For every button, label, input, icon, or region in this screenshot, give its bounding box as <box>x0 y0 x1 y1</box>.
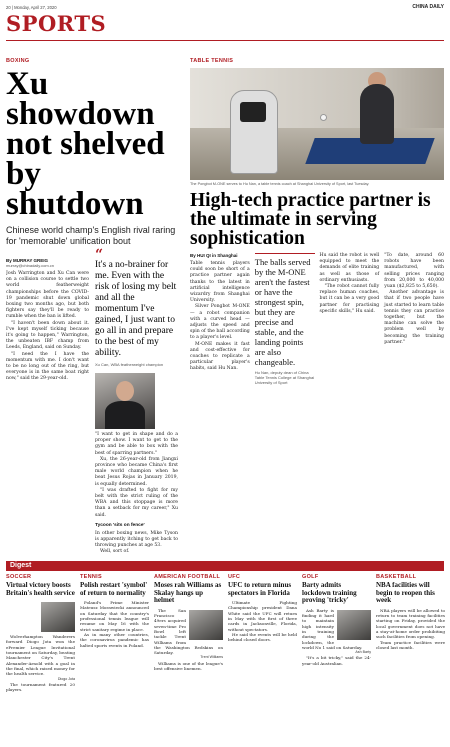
digest-kicker: SOCCER <box>6 574 32 580</box>
digest-body <box>80 600 149 648</box>
paragraph: Well, sort of. <box>100 549 130 555</box>
digest-headline: Polish restart 'symbol' of return to normality <box>80 581 148 597</box>
story-body <box>6 271 89 383</box>
digest-body <box>302 608 371 666</box>
paragraph: "I need the I have the momentum with me. I don't want to be no long out of the ring, but everyone is in the same boat right now," said the 29-year-old. <box>6 351 89 382</box>
quote-attribution: Hu Nan, deputy dean of China Table Tennis College at Shanghai University of Sport <box>254 370 315 385</box>
digest-headline: Virtual victory boosts Britain's health service <box>6 581 75 597</box>
boxing-story <box>6 58 178 558</box>
paragraph: Team practice facilities were closed last month. <box>376 639 445 650</box>
digest-item <box>376 574 445 744</box>
digest-item <box>154 574 223 744</box>
digest-body <box>154 608 223 672</box>
paragraph: "I haven't been down about it. I've kept myself ticking because it's going to happen," Warrington, the unbeaten IBF champ from Leeds, England, said on Sunday. <box>6 320 89 351</box>
page-meta: 20 | Monday, April 27, 2020 <box>6 5 57 10</box>
digest-headline: NBA facilities will begin to reopen this week <box>376 581 435 605</box>
header-divider <box>6 40 444 41</box>
paragraph: NBA players will be allowed to return to team training facilities starting on Friday, provided the local government does not have a stay-at-home order prohibiting such facilities from opening. <box>376 607 445 640</box>
digest-body <box>6 600 75 692</box>
story-dek: Chinese world champ's English rival raring for 'memorable' unification bout <box>6 225 176 246</box>
digest-body <box>376 608 445 650</box>
paragraph: "I want to get in shape and do a proper show. I want to get to the gym and be able to box with the best of sparring partners." <box>95 432 178 456</box>
digest-headline: UFC to return minus spectators in Florida <box>228 581 292 597</box>
paragraph: Ultimate Fighting Championship president Dana White said the UFC will return in May with the first of three cards in Jacksonville, Florida, without spectators. <box>228 600 297 632</box>
story-body-continued <box>384 253 444 346</box>
story-headline: Xu showdown not shelved by shutdown <box>6 66 165 222</box>
photo-caption: Ash Barty <box>355 650 371 655</box>
paragraph: Poland's Prime Minister Mateusz Morawiecki announced on Saturday that the country's professional tennis league will resume on May 16 with the strict sanitary regime in place. <box>80 600 149 632</box>
digest-item <box>228 574 297 744</box>
ash-barty-photo <box>337 610 371 640</box>
paragraph: The San Francisco 49ers acquired seven-time Pro Bowl left tackle Trent Williams from the Washington Redskins on Saturday. <box>154 607 223 656</box>
digest-item <box>6 574 75 744</box>
digest-kicker: GOLF <box>302 574 319 580</box>
xu-can-photo <box>95 373 155 429</box>
page-header <box>0 0 450 40</box>
paragraph: Another advantage is that if two people have just started to learn table tennis they can practice together, but the machine can solve the problem well by becoming the training partner." <box>384 290 444 345</box>
paragraph: In other boxing news, Mike Tyson is apparently itching to get back to throwing punches at age 53. <box>95 530 178 549</box>
digest-headline: Moses rah Williams as Skalay hangs up helmet <box>154 581 222 605</box>
digest-kicker: TENNIS <box>80 574 102 580</box>
paragraph: The tournament featured 20 players. <box>6 681 75 693</box>
quote-attribution: Xu Can, WBA featherweight champion <box>95 362 164 367</box>
section-title: SPORTS <box>6 11 107 36</box>
story-body-continued <box>95 432 178 519</box>
paragraph: Josh Warrington and Xu Can were on a collision course to settle two world featherweight championships before the COVID-19 pandemic shut down global boxing two months ago, but both fighters say they'll be ready to rumble when the ban is lifted. <box>6 271 89 320</box>
table-tennis-story <box>190 58 444 558</box>
quote-mark-icon: “ <box>95 247 104 263</box>
story-kicker: BOXING <box>6 58 30 64</box>
paragraph: As in many other countries, the coronavirus pandemic has halted sports events in Poland. <box>80 631 149 648</box>
paragraph: Silver Pongbot M-ONE — a robot companion with a curved head — adjusts the speed and spin of the ball according to a player's level. <box>190 304 250 341</box>
story-body-subsection <box>95 531 178 556</box>
paragraph: "The robot cannot fully replace human coaches, but it can be a very good partner for practising specific skills," Hu said. <box>319 284 380 314</box>
byline: By MURRAY GREIG <box>6 258 49 263</box>
paragraph: Ash Barty is finding it hard to maintain high intensity in training during the lockdown, the world No 1 said on Saturday. <box>302 607 363 650</box>
digest-body <box>228 600 297 642</box>
digest-headline: Barty admits lockdown training proving 'tricky' <box>302 581 357 605</box>
paragraph: M-ONE makes it fast and cost-effective for coaches to replicate a particular player's habits, said Hu Nan. <box>190 341 250 372</box>
paragraph: He said the events will be held behind closed doors. <box>228 631 297 643</box>
digest-kicker: AMERICAN FOOTBALL <box>154 574 221 580</box>
photo-caption: Trent Williams <box>200 655 223 660</box>
photo-caption: The Pongbot M-ONE serves to Hu Nan, a table tennis coach at Shanghai University of Sport, last Tuesday. <box>190 182 370 186</box>
diogo-jota-photo <box>41 602 75 632</box>
paragraph: "It's a bit tricky," said the 24-year-old Australian. <box>302 655 371 666</box>
digest-item <box>302 574 371 744</box>
paragraph: Williams is one of the league's best offensive linemen. <box>154 660 223 672</box>
paragraph: Table tennis players could soon be short of a practice partner again thanks to the latest in artificial intelligence wizardry from Shanghai University. <box>190 261 250 304</box>
pongbot-photo <box>190 68 444 180</box>
story-body-continued <box>320 253 380 315</box>
story-subhead: Tycoon 'sits on fence' <box>95 522 145 528</box>
story-headline: High-tech practice partner is the ultimate in serving sophistication <box>190 190 431 249</box>
paragraph: Wolverhampton Wanderers forward Diogo Jota won the ePremier League Invitational tournament on Saturday, beating Manchester City's Trent Alexander-Arnold with a goal in the final, which raised money for the health service. <box>6 634 75 677</box>
paragraph: "I was drafted to fight for my belt with the strict ruling of the WBA and this stoppage is more than a setback for my career," Xu said. <box>95 487 178 518</box>
paragraph: "To date, around 60 robots have been manufactured, with selling prices ranging from 20,000 to 40,000 yuan ($2,825 to 5,650). <box>384 253 444 290</box>
paragraph: Xu, the 26-year-old from Jiangxi province who became China's first male world champion when he beat Jesus Rojas in January 2019, is equally determined. <box>95 456 178 487</box>
digest-kicker: BASKETBALL <box>376 574 417 580</box>
byline: By HUI QI in Shanghai <box>190 253 238 258</box>
digest-kicker: UFC <box>228 574 241 580</box>
byline-email: murray@chinadaily.com.cn <box>6 263 55 268</box>
story-body <box>190 261 250 373</box>
digest-title: Digest <box>10 562 32 569</box>
trent-williams-photo <box>189 610 223 640</box>
digest-banner <box>6 561 444 571</box>
story-kicker: TABLE TENNIS <box>190 58 234 64</box>
digest-item <box>80 574 149 744</box>
paragraph: Hu said the robot is well equipped to meet the demands of elite training as well as those of ordinary enthusiasts. <box>319 253 380 283</box>
pull-quote: It's a no-brainer for me. Even with the risk of losing my belt and all the momentum I've gained, I just want to go all in and prepare to the best of my ability. <box>95 260 177 358</box>
masthead-brand: CHINA DAILY <box>412 4 444 10</box>
pull-quote: The balls served by the M-ONE aren't the fastest or have the strongest spin, but they are precise and stable, and the landing points are also changeable. <box>255 253 315 367</box>
photo-caption: Diogo Jota <box>57 676 75 681</box>
